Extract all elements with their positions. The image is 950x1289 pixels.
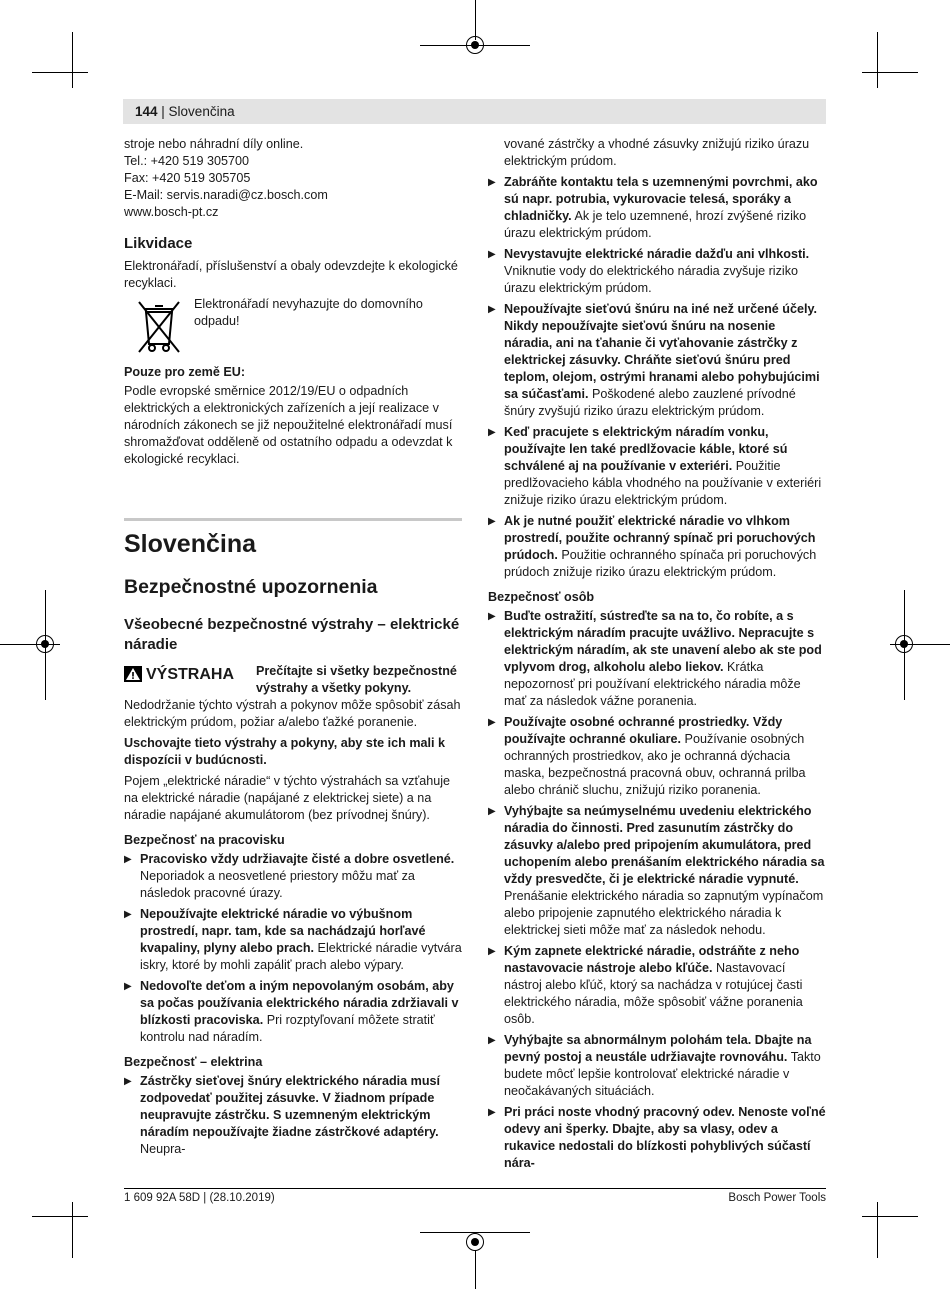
item-bold-text: Buďte ostražití, sústreďte sa na to, čo robíte, a s elektrickým náradím pracujte uvážlivo. Nepracujte s elektrickým náradím, ak ste unavení alebo ak ste pod vplyvom drog, alkoholu alebo liekov. <box>504 609 822 674</box>
contact-line: E-Mail: servis.naradi@cz.bosch.com <box>124 188 328 202</box>
registration-mark-icon <box>36 635 54 653</box>
item-bold-text: Zabráňte kontaktu tela s uzemnenými povrchmi, ako sú napr. potrubia, vykurovacie telesá, sporáky a chladničky. <box>504 175 818 223</box>
list-item <box>488 513 826 581</box>
page-header: 144 | Slovenčina <box>135 104 235 119</box>
item-text: Neporiadok a neosvetlené priestory môžu mať za následok pracovné úrazy. <box>140 869 415 900</box>
bullet-arrow-icon: ▶ <box>124 981 132 992</box>
item-bold-text: Keď pracujete s elektrickým náradím vonku, používajte len také predlžovacie káble, ktoré sú schválené aj na používanie v exteriéri. <box>504 425 788 473</box>
contact-line: stroje nebo náhradní díly online. <box>124 137 304 151</box>
section-divider <box>124 518 462 521</box>
electrical-safety-heading: Bezpečnosť – elektrina <box>124 1055 263 1069</box>
registration-mark-icon <box>466 1233 484 1251</box>
item-text: Pri rozptyľovaní môžete stratiť kontrolu nad náradím. <box>140 1013 435 1044</box>
list-item <box>124 851 462 902</box>
continued-text: vované zástrčky a vhodné zásuvky znižujú riziko úrazu elektrickým prúdom. <box>504 137 810 168</box>
keep-instructions-text: Uschovajte tieto výstrahy a pokyny, aby ste ich mali k dispozícii v budúcnosti. <box>124 736 446 767</box>
likvidace-heading: Likvidace <box>124 235 193 252</box>
bullet-arrow-icon: ▶ <box>488 611 496 622</box>
contact-line: Tel.: +420 519 305700 <box>124 154 249 168</box>
crop-mark <box>862 1216 918 1217</box>
footer-document-code: 1 609 92A 58D | (28.10.2019) <box>124 1192 275 1204</box>
crop-mark <box>877 1202 878 1258</box>
item-text: Prenášanie elektrického náradia so zapnutým vypínačom alebo pripojenie zapnutého elektrického náradia k elektrickej sieti môže mať za následok nehodu. <box>504 889 824 937</box>
warning-text: Nedodržanie týchto výstrah a pokynov môže spôsobiť zásah elektrickým prúdom, požiar a/alebo ťažké poranenie. <box>124 698 461 729</box>
item-text: Použitie ochranného spínača pri poruchových prúdoch znižuje riziko úrazu elektrickým prúdom. <box>504 548 817 579</box>
item-bold-text: Pri práci noste vhodný pracovný odev. Nenoste voľné odevy ani šperky. Dbajte, aby sa vlasy, odev a rukavice nedostali do blízkosti pohyblivých súčastí nára- <box>504 1105 826 1170</box>
list-item <box>488 1032 826 1100</box>
crop-mark <box>32 1216 88 1217</box>
crop-mark <box>72 32 73 88</box>
eu-text: Podle evropské směrnice 2012/19/EU o odpadních elektrických a elektronických zařízeních a její realizace v národních zákonech se již nepoužitelné elektronářadí musí shromažďovat odděleně od ostatního odpadu a odevzdat k ekologické recyklaci. <box>124 384 453 466</box>
bullet-arrow-icon: ▶ <box>488 516 496 527</box>
warning-bold-text: Prečítajte si všetky bezpečnostné výstrahy a všetky pokyny. <box>256 664 457 695</box>
item-text: Neupra- <box>140 1142 186 1156</box>
page-number: 144 <box>135 104 158 119</box>
list-item <box>488 301 826 420</box>
crossed-bin-icon <box>124 296 194 356</box>
safety-title: Bezpečnostné upozornenia <box>124 576 378 598</box>
list-item <box>488 943 826 1028</box>
item-bold-text: Vyhýbajte sa neúmyselnému uvedeniu elektrického náradia do činnosti. Pred zasunutím zástrčky do zásuvky a/alebo pred pripojením akumulátora, pred uchopením alebo prenášaním elektrického náradia sa vždy presvedčte, či je elektrické náradie vypnuté. <box>504 804 825 886</box>
crop-mark <box>862 72 918 73</box>
bullet-arrow-icon: ▶ <box>488 1107 496 1118</box>
item-text: Používanie osobných ochranných prostriedkov, ako je ochranná dýchacia maska, bezpečnostná pracovná obuv, ochranná prilba alebo chránič sluchu, znižujú riziko poranenia. <box>504 732 806 797</box>
bullet-arrow-icon: ▶ <box>488 304 496 315</box>
item-bold-text: Kým zapnete elektrické náradie, odstráňte z neho nastavovacie nástroje alebo kľúče. <box>504 944 800 975</box>
list-item <box>488 714 826 799</box>
list-item <box>488 608 826 710</box>
item-text: Poškodené alebo zauzlené prívodné šnúry zvyšujú riziko úrazu elektrickým prúdom. <box>504 387 796 418</box>
registration-mark-icon <box>466 36 484 54</box>
list-item <box>488 246 826 297</box>
bullet-arrow-icon: ▶ <box>124 909 132 920</box>
item-text: Krátka nepozornosť pri používaní elektrického náradia môže mať za následok vážne poranenia. <box>504 660 801 708</box>
general-warnings-title: Všeobecné bezpečnostné výstrahy – elektrické náradie <box>124 616 460 653</box>
disposal-text: Elektronářadí nevyhazujte do domovního odpadu! <box>194 297 423 328</box>
bullet-arrow-icon: ▶ <box>488 717 496 728</box>
bullet-arrow-icon: ▶ <box>488 427 496 438</box>
bullet-arrow-icon: ▶ <box>124 854 132 865</box>
item-bold-text: Nepoužívajte elektrické náradie vo výbušnom prostredí, napr. tam, kde sa nachádzajú horľavé kvapaliny, plyny alebo prach. <box>140 907 426 955</box>
warning-label <box>124 663 256 685</box>
crop-mark <box>72 1202 73 1258</box>
bullet-arrow-icon: ▶ <box>488 249 496 260</box>
likvidace-text: Elektronářadí, příslušenství a obaly odevzdejte k ekologické recyklaci. <box>124 259 458 290</box>
item-bold-text: Nevystavujte elektrické náradie dažďu ani vlhkosti. <box>504 247 810 261</box>
list-item <box>488 174 826 242</box>
crop-mark <box>475 0 476 40</box>
item-text: Elektrické náradie vytvára iskry, ktoré by mohli zapáliť prach alebo výpary. <box>140 941 462 972</box>
footer-rule <box>124 1188 826 1189</box>
item-text: Použitie predlžovacieho kábla vhodného na používanie v exteriéri znižuje riziko úrazu elektrickým prúdom. <box>504 459 822 507</box>
right-column <box>488 136 826 1176</box>
bullet-arrow-icon: ▶ <box>488 806 496 817</box>
list-item <box>124 978 462 1046</box>
contact-line: Fax: +420 519 305705 <box>124 171 251 185</box>
warning-triangle-icon <box>124 666 142 682</box>
item-bold-text: Nepoužívajte sieťovú šnúru na iné než určené účely. Nikdy nepoužívajte sieťovú šnúru na nosenie náradia, ani na ťahanie či vyťahovanie zástrčky z elektrickej zásuvky. Chráňte sieťovú šnúru pred teplom, olejom, ostrými hranami alebo pohybujúcimi sa súčasťami. <box>504 302 820 401</box>
crop-mark <box>475 1250 476 1289</box>
item-bold-text: Vyhýbajte sa abnormálnym polohám tela. Dbajte na pevný postoj a neustále udržiavajte rovnováhu. <box>504 1033 812 1064</box>
warning-label-text: VÝSTRAHA <box>146 665 235 683</box>
bullet-arrow-icon: ▶ <box>488 946 496 957</box>
contact-line: www.bosch-pt.cz <box>124 205 219 219</box>
item-bold-text: Zástrčky sieťovej šnúry elektrického náradia musí zodpovedať použitej zásuvke. V žiadnom prípade neupravujte zástrčku. S uzemneným elektrickým náradím nepoužívajte žiadne zástrčkové adaptéry. <box>140 1074 441 1139</box>
bullet-arrow-icon: ▶ <box>488 177 496 188</box>
bullet-arrow-icon: ▶ <box>124 1076 132 1087</box>
item-text: Ak je telo uzemnené, hrozí zvýšené riziko úrazu elektrickým prúdom. <box>504 209 807 240</box>
personal-safety-heading: Bezpečnosť osôb <box>488 590 595 604</box>
list-item <box>124 1073 462 1158</box>
header-language: Slovenčina <box>168 104 235 119</box>
disposal-row <box>124 296 462 356</box>
left-column <box>124 136 462 1162</box>
crop-mark <box>32 72 88 73</box>
item-text: Nastavovací nástroj alebo kľúč, ktorý sa nachádza v rotujúcej časti elektrického náradia, môže spôsobiť vážne poranenia osôb. <box>504 961 803 1026</box>
item-text: Vniknutie vody do elektrického náradia zvyšuje riziko úrazu elektrickým prúdom. <box>504 264 799 295</box>
item-bold-text: Pracovisko vždy udržiavajte čisté a dobre osvetlené. <box>140 852 455 866</box>
item-text: Takto budete môcť lepšie kontrolovať elektrické náradie v neočakávaných situáciách. <box>504 1050 821 1098</box>
list-item <box>488 1104 826 1172</box>
crop-mark <box>877 32 878 88</box>
section-title: Slovenčina <box>124 530 256 558</box>
work-area-heading: Bezpečnosť na pracovisku <box>124 833 285 847</box>
term-definition-text: Pojem „elektrické náradie“ v týchto výstrahách sa vzťahuje na elektrické náradie (napájané z elektrickej siete) a na náradie napájané akumulátorom (bez prívodnej šnúry). <box>124 774 451 822</box>
item-bold-text: Nedovoľte deťom a iným nepovolaným osobám, aby sa počas používania elektrického náradia zdržiavali v blízkosti pracoviska. <box>140 979 459 1027</box>
item-bold-text: Používajte osobné ochranné prostriedky. Vždy používajte ochranné okuliare. <box>504 715 783 746</box>
list-item <box>488 424 826 509</box>
eu-heading: Pouze pro země EU: <box>124 365 246 379</box>
registration-mark-icon <box>895 635 913 653</box>
item-bold-text: Ak je nutné použiť elektrické náradie vo vlhkom prostredí, použite ochranný spínač pri poruchových prúdoch. <box>504 514 816 562</box>
list-item <box>124 906 462 974</box>
bullet-arrow-icon: ▶ <box>488 1035 496 1046</box>
footer-brand: Bosch Power Tools <box>728 1192 826 1204</box>
list-item <box>488 803 826 939</box>
warning-block <box>124 663 462 697</box>
